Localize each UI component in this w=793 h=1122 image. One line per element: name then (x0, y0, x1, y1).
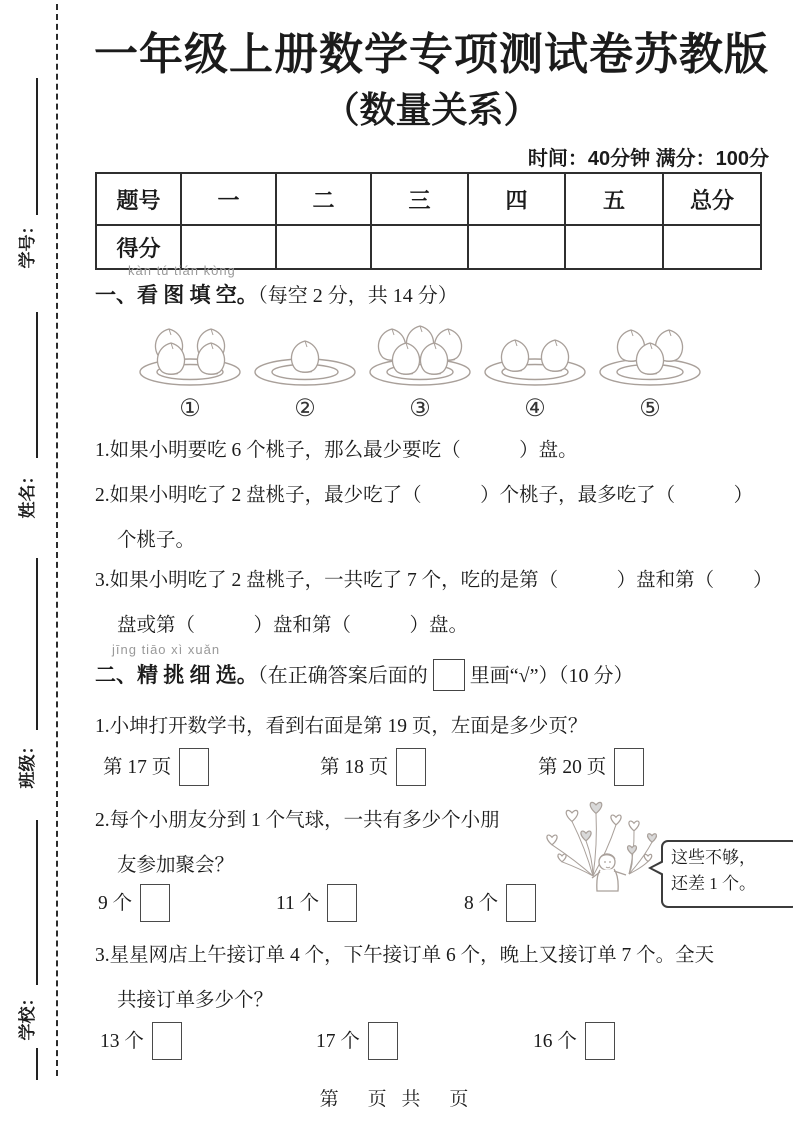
option-label: 第 20 页 (538, 757, 607, 778)
answer-checkbox[interactable] (585, 1022, 615, 1060)
peach-plates-figure (95, 308, 770, 422)
question-line: 盘或第（ ）盘和第（ ）盘。 (117, 615, 469, 636)
peach-plate (590, 308, 710, 422)
options-row-s2-1 (95, 748, 775, 794)
option-label: 17 个 (316, 1031, 360, 1052)
question-s1-2 (95, 473, 753, 563)
section1-heading-main: 一、看 图 填 空。 (95, 283, 258, 307)
time-score-info: 时间：40分钟 满分：100分 (527, 148, 769, 170)
page-subtitle: （数量关系） (323, 89, 540, 130)
question-line: 共接订单多少个？ (117, 990, 274, 1011)
peach-plate (360, 308, 480, 422)
question-line: 个桃子。 (117, 530, 196, 551)
class-blank-line (36, 558, 38, 730)
option-label: 16 个 (533, 1031, 577, 1052)
option-label: 第 18 页 (320, 757, 389, 778)
plate-number: ④ (524, 396, 546, 422)
question-line: 2.每个小朋友分到 1 个气球，一共有多少个小朋 (95, 810, 500, 831)
score-table-header-cell: 五 (565, 173, 663, 225)
school-blank-line (36, 820, 38, 985)
score-row-label: 得分 (96, 225, 181, 269)
question-s2-2 (95, 798, 500, 888)
answer-checkbox[interactable] (396, 748, 426, 786)
name-label: 姓名： (18, 467, 37, 519)
answer-checkbox[interactable] (327, 884, 357, 922)
score-table-header-row (96, 173, 761, 225)
score-cell[interactable] (371, 225, 468, 269)
options-row-s2-2 (95, 884, 775, 930)
answer-checkbox[interactable] (140, 884, 170, 922)
plate-number: ① (179, 396, 201, 422)
speech-bubble-line: 还差 1 个。 (671, 874, 756, 893)
section1-pinyin: kàn tú tián kòng (128, 263, 236, 278)
score-cell[interactable] (663, 225, 761, 269)
class-label: 班级： (18, 737, 37, 789)
section2-heading-main: 二、精 挑 细 选。 (95, 663, 258, 687)
plate-number: ③ (409, 396, 431, 422)
option-label: 9 个 (98, 893, 133, 914)
score-table-header-cell: 一 (181, 173, 276, 225)
answer-checkbox[interactable] (179, 748, 209, 786)
answer-checkbox[interactable] (614, 748, 644, 786)
section2-heading-note-post: 里画“√”）（10 分） (469, 665, 634, 687)
page-title: 一年级上册数学专项测试卷苏教版 (94, 30, 769, 79)
question-line: 3.如果小明吃了 2 盘桃子，一共吃了 7 个，吃的是第（ ）盘和第（ ） (95, 570, 773, 591)
plate-number: ② (294, 396, 316, 422)
section2-pinyin: jīng tiāo xì xuǎn (112, 642, 221, 657)
score-table-header-cell: 三 (371, 173, 468, 225)
option-label: 13 个 (100, 1031, 144, 1052)
question-line: 3.星星网店上午接订单 4 个，下午接订单 6 个，晚上又接订单 7 个。全天 (95, 945, 715, 966)
question-line: 2.如果小明吃了 2 盘桃子，最少吃了（ ）个桃子，最多吃了（ ） (95, 485, 754, 506)
answer-checkbox[interactable] (152, 1022, 182, 1060)
section1-heading-note: （每空 2 分，共 14 分） (257, 285, 458, 307)
student-no-label: 学号： (18, 217, 37, 269)
question-line: 1.小坤打开数学书，看到右面是第 19 页，左面是多少页？ (95, 716, 588, 737)
score-table-header-cell: 二 (276, 173, 371, 225)
options-row-s2-3 (95, 1022, 775, 1068)
question-line: 友参加聚会？ (117, 855, 235, 876)
page-footer: 第 页 共 页 (319, 1089, 474, 1110)
question-s2-3 (95, 933, 714, 1023)
section1-heading (95, 279, 458, 309)
question-s1-3 (95, 558, 773, 648)
speech-bubble-line: 这些不够， (671, 848, 756, 867)
question-line: 1.如果小明要吃 6 个桃子，那么最少要吃（ ）盘。 (95, 440, 578, 461)
question-s2-1 (95, 704, 587, 749)
example-checkbox (433, 659, 465, 691)
peach-plate (130, 308, 250, 422)
peach-plate (245, 308, 365, 422)
score-table-header-cell: 总分 (663, 173, 761, 225)
question-s1-1 (95, 428, 578, 473)
score-table-header-cell: 题号 (96, 173, 181, 225)
plate-number: ⑤ (639, 396, 661, 422)
answer-checkbox[interactable] (506, 884, 536, 922)
name-blank-line (36, 312, 38, 458)
option-label: 11 个 (276, 893, 320, 914)
section2-heading-note-pre: （在正确答案后面的 (257, 665, 428, 687)
cut-dashed-line (56, 4, 58, 1076)
score-cell[interactable] (468, 225, 565, 269)
score-table-header-cell: 四 (468, 173, 565, 225)
student-no-blank-line (36, 78, 38, 215)
section2-heading (95, 659, 633, 691)
option-label: 8 个 (464, 893, 499, 914)
option-label: 第 17 页 (103, 757, 172, 778)
score-cell[interactable] (565, 225, 663, 269)
score-cell[interactable] (276, 225, 371, 269)
peach-plate (475, 308, 595, 422)
bottom-blank-line (36, 1048, 38, 1080)
score-table (95, 172, 762, 270)
answer-checkbox[interactable] (368, 1022, 398, 1060)
school-label: 学校： (18, 989, 37, 1041)
